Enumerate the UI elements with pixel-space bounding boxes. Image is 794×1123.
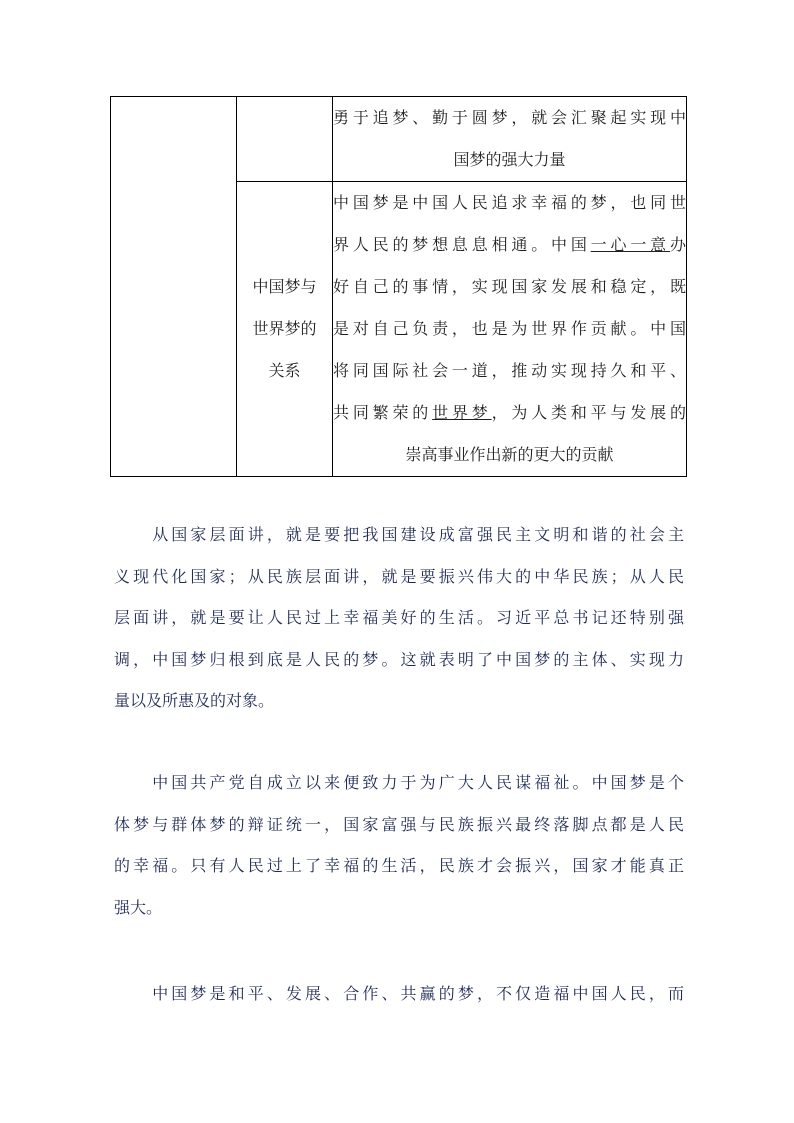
topic-label-line: 关系 (268, 361, 301, 380)
body-paragraph (114, 973, 684, 1015)
text-segment: 办 (669, 235, 686, 254)
paragraph-line: 量以及所惠及的对象。 (114, 691, 275, 710)
content-table (110, 96, 687, 477)
text-segment: 界人民的梦想息息相通。中国 (333, 235, 591, 254)
body-paragraph (114, 514, 684, 722)
cell-text-line: 勇于追梦、勤于圆梦，就会汇聚起实现中 (333, 108, 686, 127)
body-paragraph (114, 762, 684, 928)
cell-text-line: 崇高事业作出新的更大的贡献 (405, 445, 614, 464)
table-cell-content (333, 182, 687, 477)
underlined-text: 一心一意 (590, 235, 670, 254)
paragraph-line: 层面讲，就是要让人民过上幸福美好的生活。习近平总书记还特别强 (114, 608, 684, 627)
topic-label-line: 世界梦的 (252, 319, 317, 338)
paragraph-line: 中国梦是和平、发展、合作、共赢的梦，不仅造福中国人民，而 (114, 984, 684, 1003)
cell-text-line: 好自己的事情，实现国家发展和稳定，既 (333, 277, 686, 296)
paragraph-line: 强大。 (114, 897, 163, 917)
cell-text-line (333, 392, 686, 434)
cell-text-line: 将同国际社会一道，推动实现持久和平、 (333, 361, 686, 380)
cell-text-line: 中国梦是中国人民追求幸福的梦，也同世 (333, 193, 686, 212)
topic-label-line: 中国梦与 (252, 277, 317, 296)
table-cell-empty (111, 97, 237, 477)
paragraph-line: 的幸福。只有人民过上了幸福的生活，民族才会振兴，国家才能真正 (114, 856, 684, 875)
paragraph-line: 从国家层面讲，就是要把我国建设成富强民主文明和谐的社会主 (114, 525, 684, 544)
text-segment: ，为人类和平与发展的 (491, 403, 686, 422)
table-row (111, 97, 687, 182)
table-cell-empty (237, 97, 333, 182)
underlined-text: 世界梦 (432, 403, 492, 422)
table-cell-content (333, 97, 687, 182)
paragraph-line: 体梦与群体梦的辩证统一，国家富强与民族振兴最终落脚点都是人民 (114, 814, 684, 834)
cell-text-line (333, 224, 686, 266)
paragraph-line: 义现代化国家；从民族层面讲，就是要振兴伟大的中华民族；从人民 (114, 566, 684, 586)
text-segment: 共同繁荣的 (333, 403, 433, 422)
paragraph-line: 中国共产党自成立以来便致力于为广大人民谋福祉。中国梦是个 (114, 773, 684, 792)
paragraph-line: 调，中国梦归根到底是人民的梦。这就表明了中国梦的主体、实现力 (114, 649, 684, 669)
cell-text-line: 是对自己负责，也是为世界作贡献。中国 (333, 319, 686, 338)
cell-text-line: 国梦的强大力量 (453, 150, 566, 169)
table-cell-topic (237, 182, 333, 477)
